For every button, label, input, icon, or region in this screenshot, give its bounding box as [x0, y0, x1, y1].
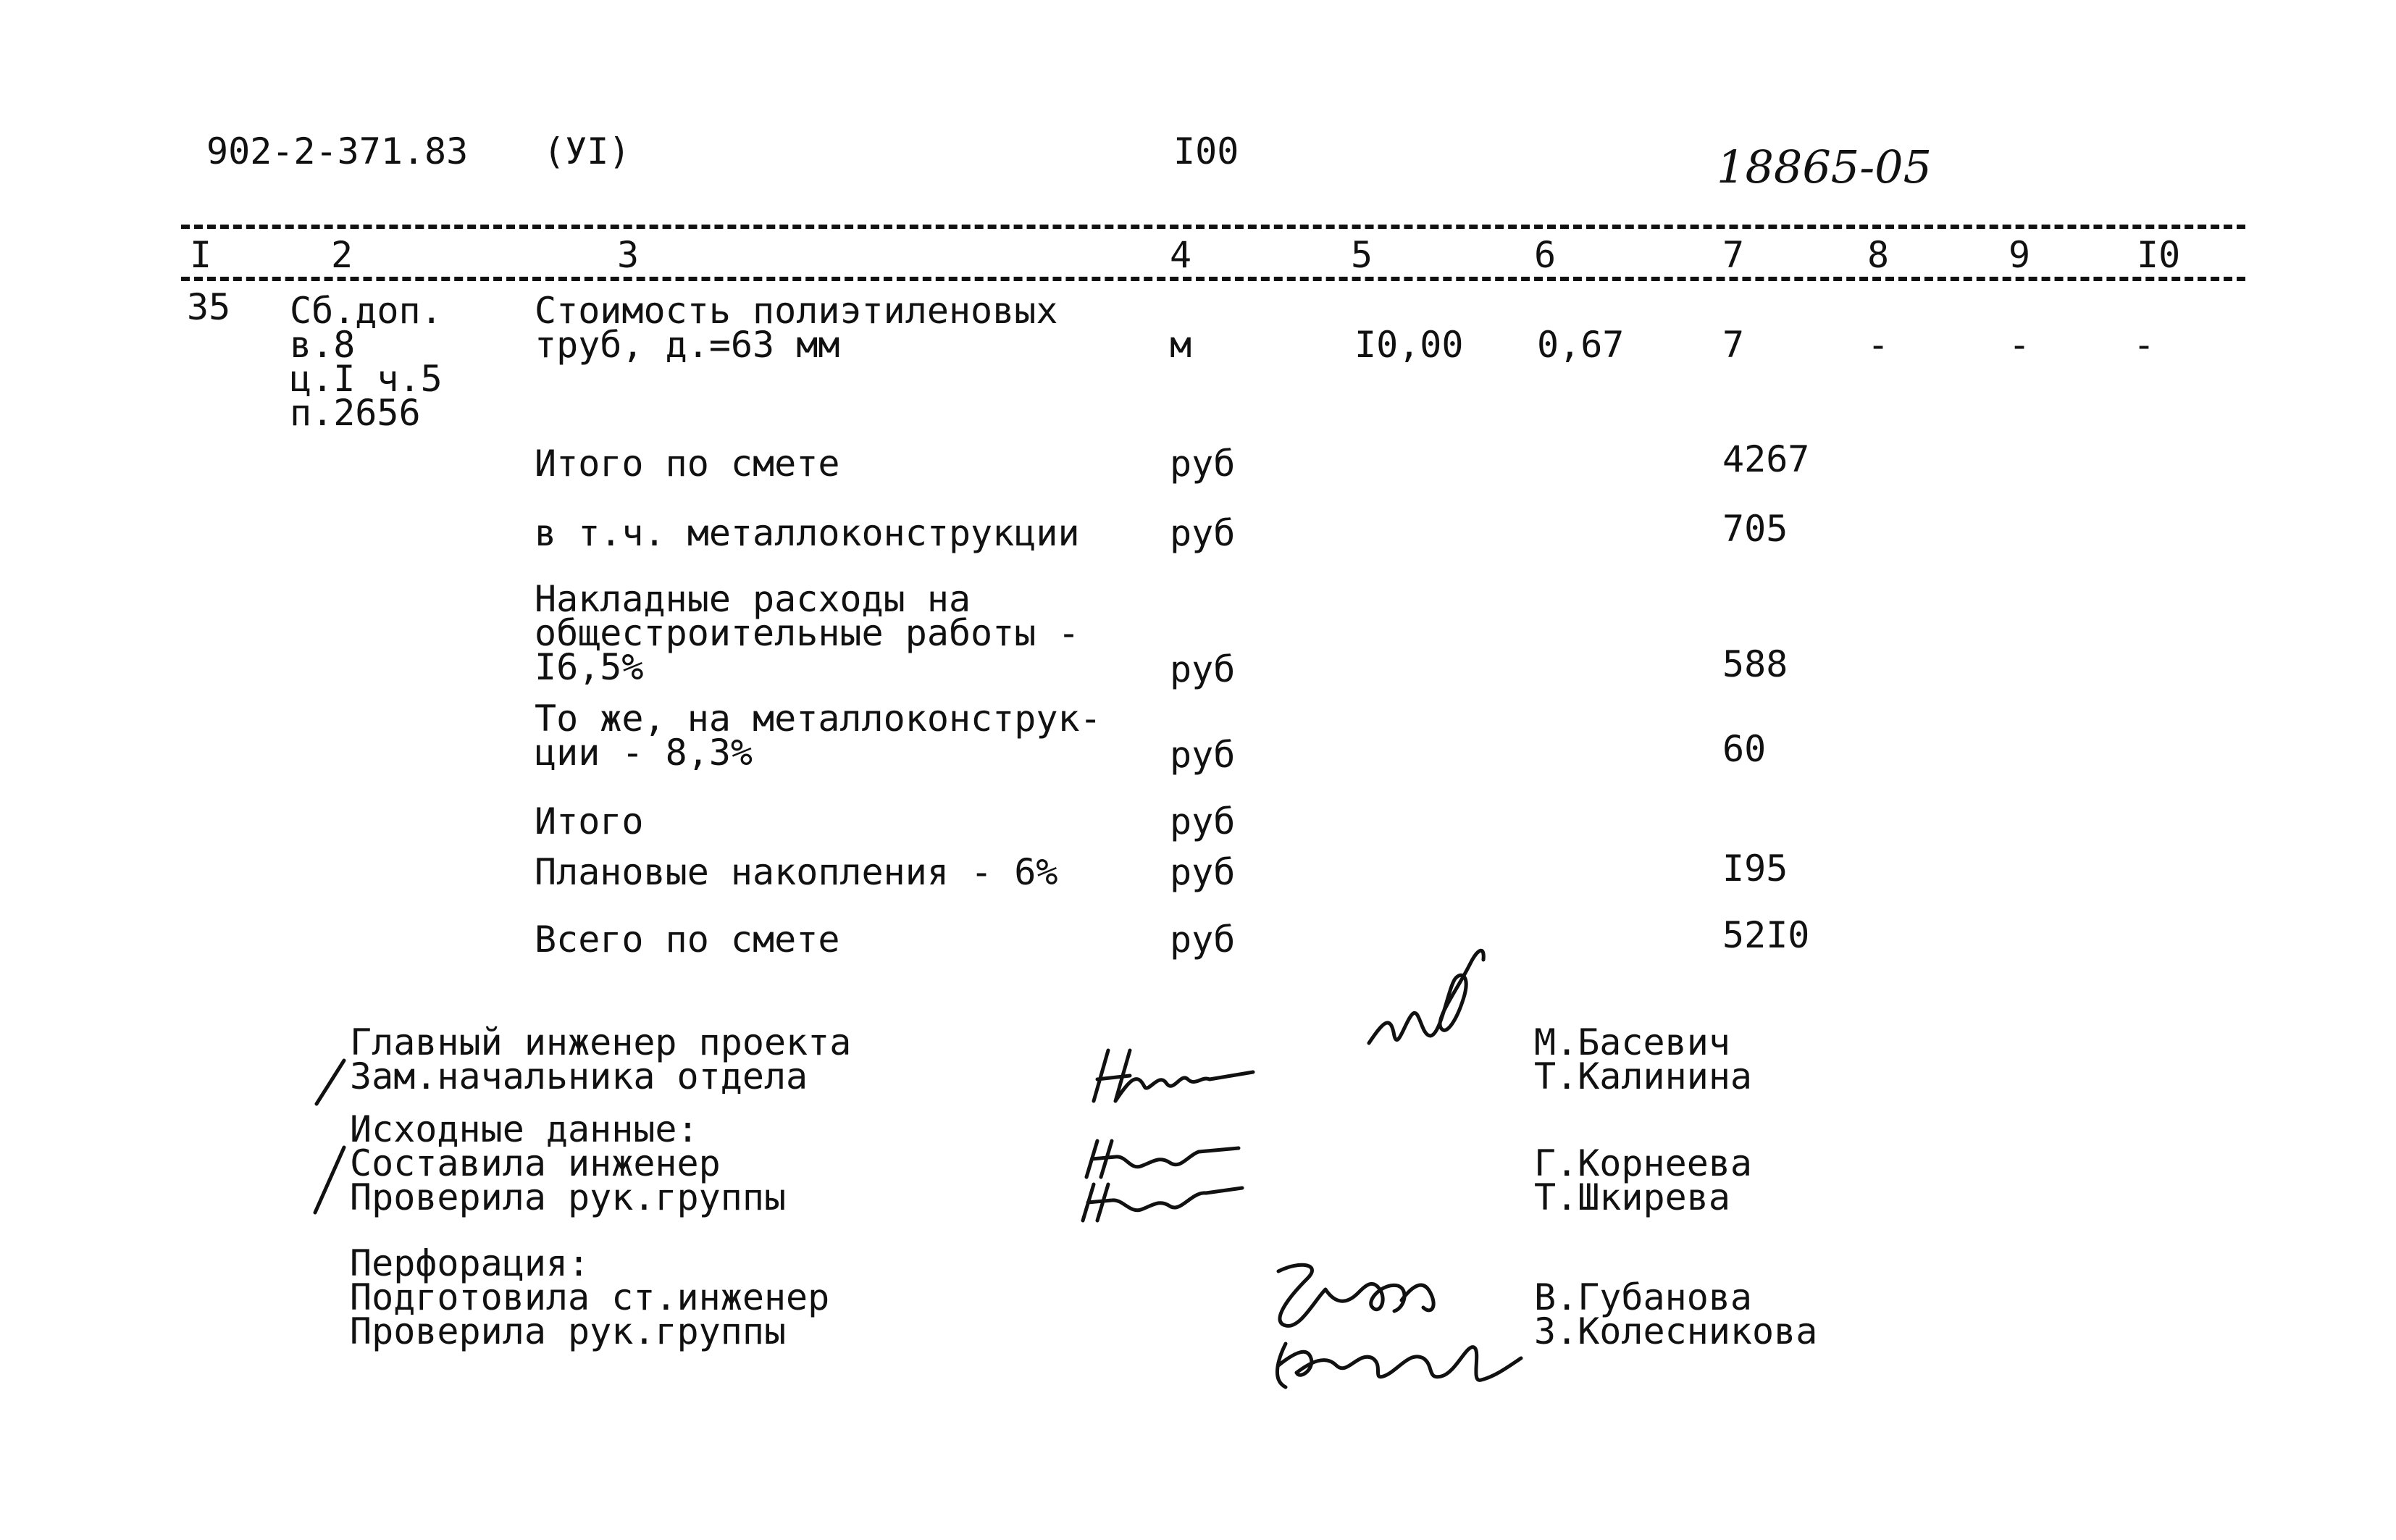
item-number: 35 — [187, 286, 231, 328]
summary-unit: руб — [1170, 734, 1236, 776]
summary-unit: руб — [1170, 800, 1236, 842]
column-header: 8 — [1867, 234, 1890, 276]
column-header: 9 — [2008, 234, 2031, 276]
page-number: I00 — [1173, 130, 1239, 172]
item-description-line: Стоимость полиэтиленовых — [535, 290, 1058, 332]
signature-scribble — [1257, 1257, 1532, 1402]
rule-bottom — [181, 277, 2245, 281]
column-header: I — [190, 234, 212, 276]
role-label: Составила инженер — [350, 1142, 721, 1184]
summary-label: Итого — [535, 800, 644, 842]
column-header: 3 — [617, 234, 640, 276]
signatory-name: М.Басевич — [1534, 1021, 1730, 1063]
signatory-name: Т.Шкирева — [1534, 1176, 1730, 1218]
role-label: Главный инженер проекта — [350, 1021, 852, 1063]
summary-label: в т.ч. металлоконструкции — [535, 512, 1080, 554]
item-col8: - — [1867, 324, 1890, 366]
summary-label: То же, на металлоконструк- — [535, 698, 1102, 740]
summary-unit: руб — [1170, 512, 1236, 554]
column-header: I0 — [2137, 234, 2181, 276]
item-ref-line: в.8 — [290, 324, 356, 366]
summary-label: I6,5% — [535, 646, 644, 688]
signature-scribble — [1072, 1134, 1260, 1228]
summary-unit: руб — [1170, 918, 1236, 961]
summary-unit: руб — [1170, 648, 1236, 690]
role-label: Подготовила ст.инженер — [350, 1276, 830, 1318]
summary-label: Накладные расходы на — [535, 578, 971, 620]
doc-code: 902-2-371.83 — [206, 130, 469, 172]
item-ref-line: п.2656 — [290, 392, 421, 434]
role-label: Зам.начальника отдела — [350, 1055, 808, 1097]
column-header: 4 — [1170, 234, 1192, 276]
summary-value: I95 — [1722, 848, 1788, 890]
role-label: Проверила рук.группы — [350, 1310, 787, 1352]
signatory-name: Т.Калинина — [1534, 1055, 1753, 1097]
check-slash-mark — [308, 1058, 351, 1108]
role-label: Проверила рук.группы — [350, 1176, 787, 1218]
item-description-line: труб, д.=63 мм — [535, 324, 840, 366]
role-label: Перфорация: — [350, 1242, 590, 1284]
summary-unit: руб — [1170, 851, 1236, 893]
summary-label: Итого по смете — [535, 443, 840, 485]
summary-value: 52I0 — [1722, 914, 1810, 956]
summary-label: Всего по смете — [535, 918, 840, 961]
rule-top — [181, 225, 2245, 229]
item-col10: - — [2133, 324, 2156, 366]
column-header: 6 — [1534, 234, 1557, 276]
column-header: 5 — [1351, 234, 1373, 276]
stamp-number: 18865-05 — [1717, 141, 1932, 193]
doc-section: (УI) — [543, 130, 631, 172]
item-total: 7 — [1722, 324, 1745, 366]
column-header: 7 — [1722, 234, 1745, 276]
signatory-name: Г.Корнеева — [1534, 1142, 1753, 1184]
item-col9: - — [2008, 324, 2031, 366]
signature-scribble — [1362, 934, 1492, 1058]
item-ref-line: Сб.доп. — [290, 290, 443, 332]
summary-unit: руб — [1170, 443, 1236, 485]
item-unit: м — [1170, 324, 1192, 366]
signature-scribble — [1079, 1043, 1268, 1108]
summary-value: 588 — [1722, 643, 1788, 685]
column-header: 2 — [331, 234, 353, 276]
summary-value: 4267 — [1722, 438, 1810, 480]
summary-value: 705 — [1722, 508, 1788, 550]
summary-label: ции - 8,3% — [535, 732, 753, 774]
item-quantity: I0,00 — [1354, 324, 1464, 366]
summary-value: 60 — [1722, 728, 1767, 770]
signatory-name: З.Колесникова — [1534, 1310, 1818, 1352]
item-ref-line: ц.I ч.5 — [290, 358, 443, 400]
role-label: Исходные данные: — [350, 1108, 699, 1150]
check-slash-mark — [308, 1144, 351, 1217]
summary-label: Плановые накопления - 6% — [535, 851, 1058, 893]
signatory-name: В.Губанова — [1534, 1276, 1753, 1318]
summary-label: общестроительные работы - — [535, 612, 1080, 654]
item-price: 0,67 — [1537, 324, 1625, 366]
